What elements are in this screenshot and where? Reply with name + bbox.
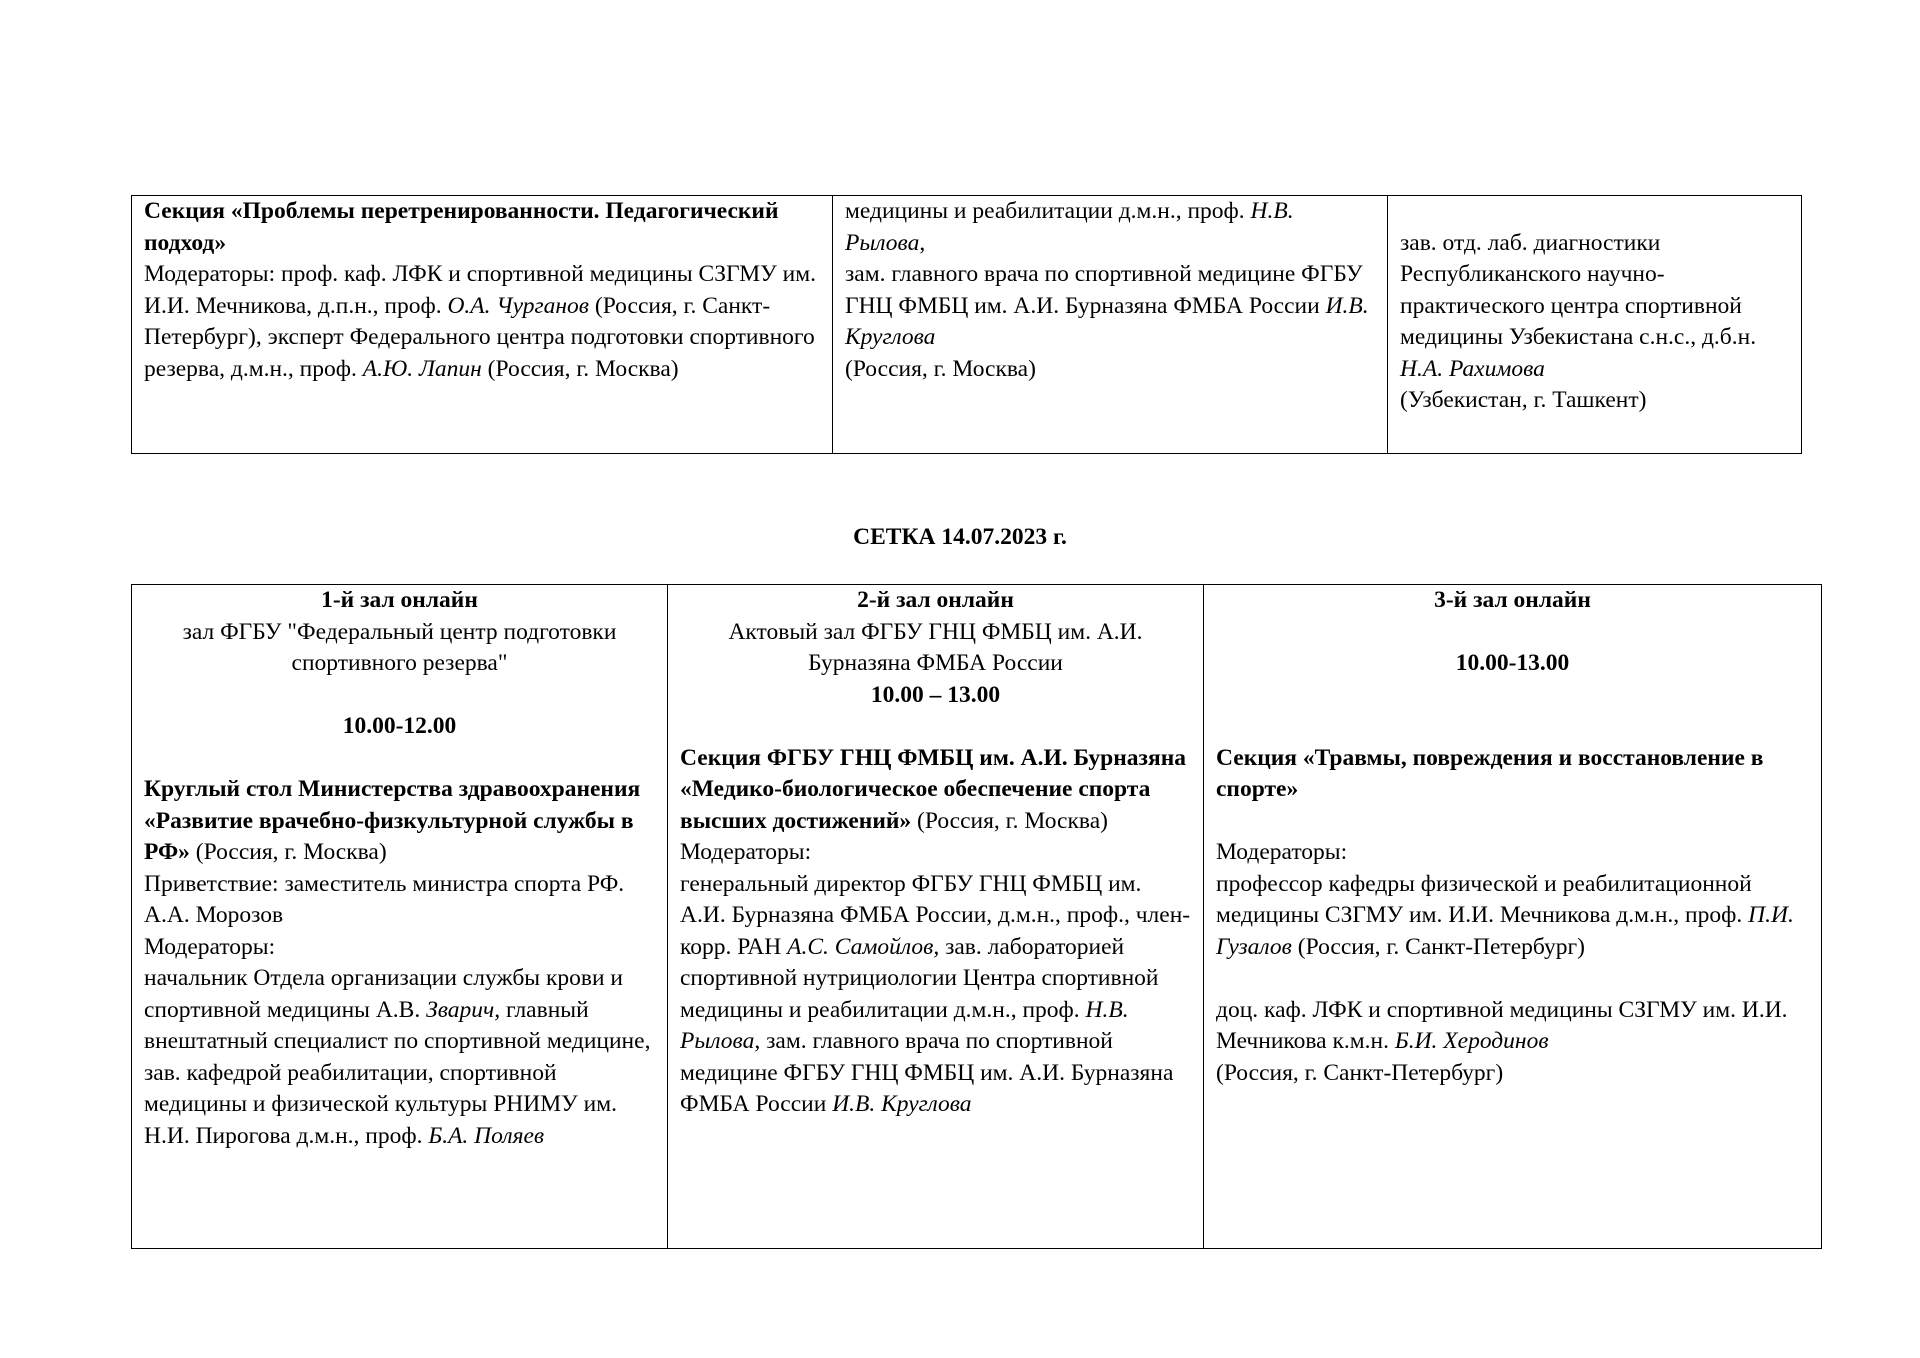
section-title: Секция «Проблемы перетренированности. Педагогический подход»: [144, 198, 779, 256]
spacer: [1216, 680, 1809, 712]
top-schedule-table: [131, 195, 1802, 454]
person-name: О.А. Чурганов: [447, 292, 589, 319]
person-name: Н.В. Рылова: [845, 198, 1294, 256]
moderators-text: Модераторы: проф. каф. ЛФК и спортивной медицины СЗГМУ им. И.И. Мечникова, д.п.н., проф.: [144, 261, 816, 319]
section-overtraining-cell: [132, 196, 833, 454]
session-title: Круглый стол Министерства здравоохранения «Развитие врачебно-физкультурной службы в РФ»: [144, 776, 641, 865]
location-text: (Россия, г. Москва): [911, 807, 1108, 834]
session-time: 10.00-12.00: [342, 713, 457, 739]
moderators-text: профессор кафедры физической и реабилитационной медицины СЗГМУ им. И.И. Мечникова д.м.н., проф.: [1216, 870, 1752, 928]
schedule-grid-table: [131, 584, 1822, 1249]
table-row: [132, 196, 1802, 454]
moderators-text: зам. главного врача по спортивной медицине ФГБУ ГНЦ ФМБЦ им. А.И. Бурназяна ФМБА России: [680, 1028, 1174, 1117]
moderators-continued-cell: [833, 196, 1388, 454]
moderators-label: Модераторы:: [680, 839, 812, 865]
person-name: А.С. Самойлов,: [787, 933, 940, 960]
punctuation: ,: [919, 229, 926, 256]
grid-title: СЕТКА 14.07.2023 г.: [853, 524, 1067, 550]
person-name: Б.И. Херодинов: [1394, 1028, 1549, 1054]
person-name: И.В. Круглова: [845, 292, 1369, 350]
hall-3-cell: [1204, 585, 1822, 1249]
session-time: 10.00-13.00: [1455, 650, 1570, 676]
spacer: [1216, 617, 1809, 649]
hall-2-cell: [668, 585, 1204, 1249]
spacer: [680, 711, 1191, 743]
person-name: Зварич,: [426, 996, 501, 1023]
greeting-text: Приветствие: заместитель министра спорта РФ. А.А. Морозов: [144, 870, 625, 928]
location-text: (Россия, г. Москва): [481, 355, 679, 382]
spacer: [144, 680, 655, 712]
moderators-uzbekistan-cell: [1388, 196, 1802, 454]
moderators-text: генеральный директор ФГБУ ГНЦ ФМБЦ им. А.И. Бурназяна ФМБА России, д.м.н., проф., член-корр. РАН: [680, 870, 1191, 960]
hall-header: 1-й зал онлайн: [321, 587, 478, 613]
session-time: 10.00 – 13.00: [870, 681, 1001, 708]
person-name: А.Ю. Лапин: [362, 355, 482, 382]
location-text: (Россия, г. Санкт-Петербург): [1216, 1059, 1504, 1086]
hall-venue: Актовый зал ФГБУ ГНЦ ФМБЦ им. А.И. Бурназяна ФМБА России: [728, 618, 1143, 676]
spacer: [1400, 196, 1789, 228]
hall-venue: зал ФГБУ "Федеральный центр подготовки спортивного резерва": [182, 618, 617, 676]
person-name: И.В. Круглова: [832, 1091, 972, 1117]
table-row: [132, 585, 1822, 1249]
hall-header: 2-й зал онлайн: [857, 587, 1014, 613]
moderators-label: Модераторы:: [144, 933, 276, 960]
moderators-text: зав. лабораторией спортивной нутрициологии Центра спортивной медицины и реабилитации д.м.н., проф.: [680, 933, 1159, 1023]
moderators-text: зам. главного врача по спортивной медицине ФГБУ ГНЦ ФМБЦ им. А.И. Бурназяна ФМБА России: [845, 261, 1363, 319]
session-title: Секция «Травмы, повреждения и восстановление в спорте»: [1216, 744, 1764, 802]
person-name: Н.В. Рылова,: [680, 996, 1129, 1054]
moderators-text: медицины и реабилитации д.м.н., проф.: [845, 198, 1251, 224]
spacer: [1216, 806, 1809, 838]
moderators-text: главный внештатный специалист по спортивной медицине, зав. кафедрой реабилитации, спортивной медицины и физической культуры РНИМУ им. Н.И. Пирогова д.м.н., проф.: [144, 996, 651, 1149]
spacer: [1216, 963, 1809, 995]
moderators-text: (Россия, г. Санкт-Петербург), эксперт Федерального центра подготовки спортивного резерва, д.м.н., проф.: [144, 292, 815, 382]
location-text: (Россия, г. Москва): [189, 839, 387, 865]
moderators-label: Модераторы:: [1216, 839, 1348, 865]
location-text: (Россия, г. Санкт-Петербург): [1291, 933, 1585, 960]
person-name: Б.А. Поляев: [428, 1122, 545, 1149]
spacer: [144, 743, 655, 775]
person-name: Н.А. Рахимова: [1400, 355, 1545, 382]
moderators-text: зав. отд. лаб. диагностики Республиканского научно-практического центра спортивной медицины Узбекистана с.н.с., д.б.н.: [1400, 229, 1757, 350]
person-name: П.И. Гузалов: [1216, 902, 1794, 960]
location-text: (Россия, г. Москва): [845, 355, 1036, 382]
hall-header: 3-й зал онлайн: [1434, 587, 1591, 613]
moderators-text: начальник Отдела организации службы крови и спортивной медицины А.В.: [144, 965, 623, 1023]
moderators-text: доц. каф. ЛФК и спортивной медицины СЗГМУ им. И.И. Мечникова к.м.н.: [1216, 996, 1788, 1054]
location-text: (Узбекистан, г. Ташкент): [1400, 387, 1647, 413]
spacer: [1216, 711, 1809, 743]
hall-1-cell: [132, 585, 668, 1249]
session-title: Секция ФГБУ ГНЦ ФМБЦ им. А.И. Бурназяна «Медико-биологическое обеспечение спорта высших достижений»: [680, 744, 1186, 834]
